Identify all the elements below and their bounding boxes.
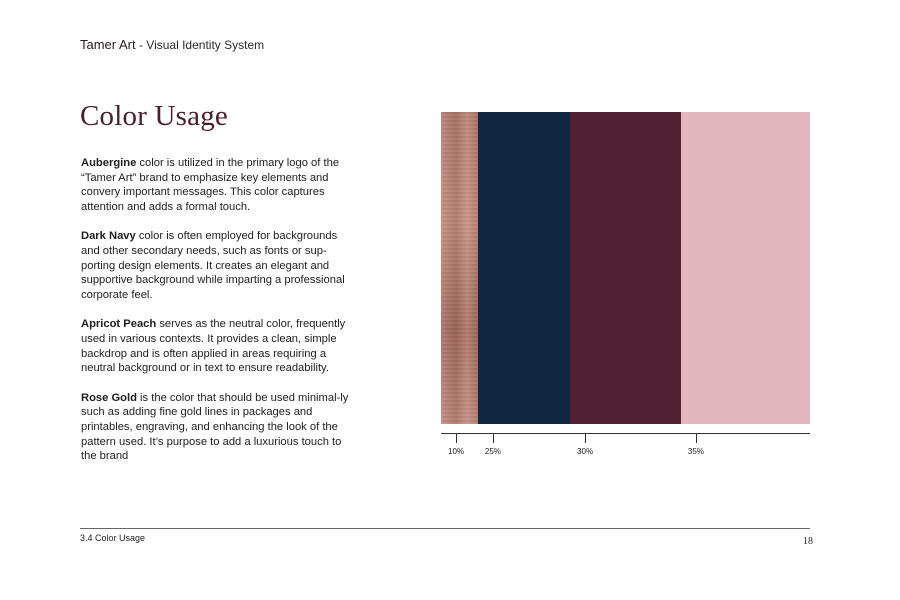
- tick-mark: [696, 433, 697, 443]
- page-title: Color Usage: [80, 100, 228, 132]
- tick-mark: [456, 433, 457, 443]
- tick-mark: [585, 433, 586, 443]
- tick-mark: [493, 433, 494, 443]
- page-number: 18: [803, 536, 813, 547]
- desc-aubergine: color is utilized in the primary logo of the “Tamer Art” brand to emphasize key elements and convery important messages. This color captures attention and adds a formal touch.: [81, 157, 340, 213]
- tick-label: 25%: [484, 447, 501, 456]
- term-apricot-peach: Apricot Peach: [81, 318, 157, 331]
- swatch-apricot-peach: [681, 112, 810, 424]
- header-separator: -: [135, 38, 147, 52]
- term-dark-navy: Dark Navy: [81, 230, 136, 243]
- desc-dark-navy: color is often employed for backgrounds and other secondary needs, such as fonts or sup-porting design elements. It creates an elegant and supportive background while imparting a professional corporate feel.: [81, 230, 345, 301]
- desc-apricot-peach: serves as the neutral color, frequently used in various contexts. It provides a clean, simple backdrop and is often applied in areas requiring a neutral background or in text to ensure readability.: [81, 318, 346, 375]
- term-rose-gold: Rose Gold: [81, 391, 137, 404]
- footer-divider: [80, 528, 810, 529]
- brand-name: Tamer Art: [80, 37, 136, 52]
- paragraph-dark-navy: [81, 229, 356, 302]
- paragraph-apricot-peach: [81, 317, 356, 375]
- swatch-aubergine: [570, 112, 681, 424]
- tick-label: 35%: [687, 447, 704, 456]
- paragraph-rose-gold: [81, 391, 356, 464]
- color-descriptions: [81, 156, 356, 479]
- chart-axis: [441, 433, 810, 434]
- document-subtitle: Visual Identity System: [146, 38, 265, 52]
- swatch-dark-navy: [478, 112, 570, 424]
- swatch-rose-gold: [441, 112, 478, 424]
- tick-label: 10%: [447, 447, 465, 456]
- color-proportion-chart: [441, 112, 810, 424]
- footer-section-label: 3.4 Color Usage: [80, 533, 146, 543]
- paragraph-aubergine: [81, 156, 356, 214]
- desc-rose-gold: is the color that should be used minimal-ly such as adding fine gold lines in packages and printables, engraving, and enhancing the look of the pattern used. It’s purpose to add a luxurious touch to the brand: [81, 391, 349, 463]
- page-header: [80, 37, 264, 52]
- term-aubergine: Aubergine: [81, 157, 137, 169]
- tick-label: 30%: [577, 447, 594, 456]
